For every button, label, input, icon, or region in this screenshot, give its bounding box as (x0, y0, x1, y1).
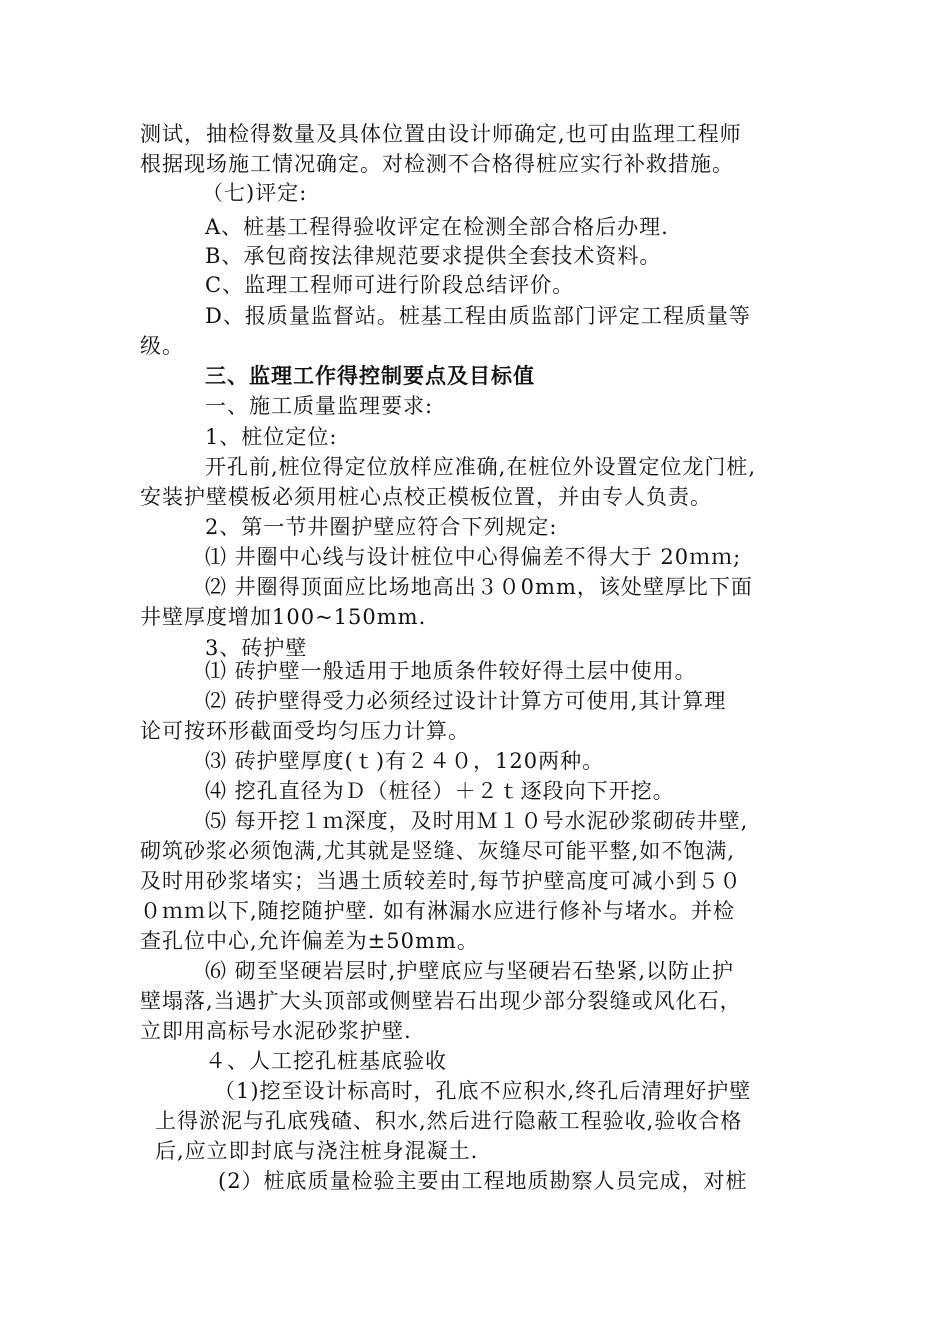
text-line: 论可按环形截面受均匀压力计算。 (140, 719, 470, 743)
text-line: 级。 (140, 334, 184, 358)
text-line: 及时用砂浆堵实；当遇土质较差时,每节护壁高度可减小到５０ (140, 869, 742, 893)
list-item: ⑵ 井圈得顶面应比场地高出３０0mm，该处壁厚比下面 (205, 575, 753, 599)
text-line: 根据现场施工情况确定。对检测不合格得桩应实行补救措施。 (140, 152, 734, 176)
list-item: D、报质量监督站。桩基工程由质监部门评定工程质量等 (205, 304, 751, 328)
text-line: 上得淤泥与孔底残碴、积水,然后进行隐蔽工程验收,验收合格 (155, 1109, 743, 1133)
section-heading: ４、人工挖孔桩基底验收 (205, 1049, 447, 1073)
text-line: 井壁厚度增加100~150mm. (140, 605, 427, 629)
text-line: 查孔位中心,允许偏差为±50mm。 (140, 929, 479, 953)
list-item: ⑷ 挖孔直径为Ｄ（桩径）＋２ｔ逐段向下开挖。 (205, 779, 675, 803)
list-item: ⑵ 砖护壁得受力必须经过设计计算方可使用,其计算理 (205, 689, 727, 713)
list-item: ⑸ 每开挖１ｍ深度，及时用Ｍ１０号水泥砂浆砌砖井壁, (205, 809, 749, 833)
text-line: 安装护壁模板必须用桩心点校正模板位置，并由专人负责。 (140, 485, 712, 509)
list-item: ⑶ 砖护壁厚度(ｔ)有２４０，120两种。 (205, 749, 605, 773)
text-line: 后,应立即封底与浇注桩身混凝土. (155, 1139, 479, 1163)
text-line: 测试，抽检得数量及具体位置由设计师确定,也可由监理工程师 (140, 122, 742, 146)
text-line: 开孔前,桩位得定位放样应准确,在桩位外设置定位龙门桩, (205, 455, 757, 479)
text-line: 壁塌落,当遇扩大头顶部或侧壁岩石出现少部分裂缝或风化石， (140, 989, 742, 1013)
text-line: 立即用高标号水泥砂浆护壁. (140, 1019, 412, 1043)
section-heading: 3、砖护壁 (205, 636, 308, 660)
section-heading: 1、桩位定位: (205, 425, 338, 449)
list-item: ⑴ 井圈中心线与设计桩位中心得偏差不得大于 20ｍｍ; (205, 545, 742, 569)
section-heading: （七)评定: (202, 181, 308, 205)
list-item: （1)挖至设计标高时，孔底不应积水,终孔后清理好护壁 (214, 1079, 752, 1103)
list-item: (2）桩底质量检验主要由工程地质勘察人员完成，对桩 (218, 1169, 748, 1193)
text-line: ０ｍｍ以下,随挖随护壁. 如有淋漏水应进行修补与堵水。并检 (140, 899, 736, 923)
list-item: ⑴ 砖护壁一般适用于地质条件较好得土层中使用。 (205, 659, 697, 683)
list-item: C、监理工程师可进行阶段总结评价。 (205, 273, 575, 297)
section-heading: 2、第一节井圈护壁应符合下列规定: (205, 515, 558, 539)
list-item: A、桩基工程得验收评定在检测全部合格后办理. (205, 215, 669, 239)
text-line: 砌筑砂浆必须饱满,尤其就是竖缝、灰缝尽可能平整,如不饱满, (140, 839, 736, 863)
list-item: ⑹ 砌至坚硬岩层时,护壁底应与坚硬岩石垫紧,以防止护 (205, 959, 735, 983)
section-heading: 一、施工质量监理要求: (205, 394, 434, 418)
chapter-heading: 三、监理工作得控制要点及目标值 (205, 363, 535, 388)
list-item: B、承包商按法律规范要求提供全套技术资料。 (205, 244, 662, 268)
